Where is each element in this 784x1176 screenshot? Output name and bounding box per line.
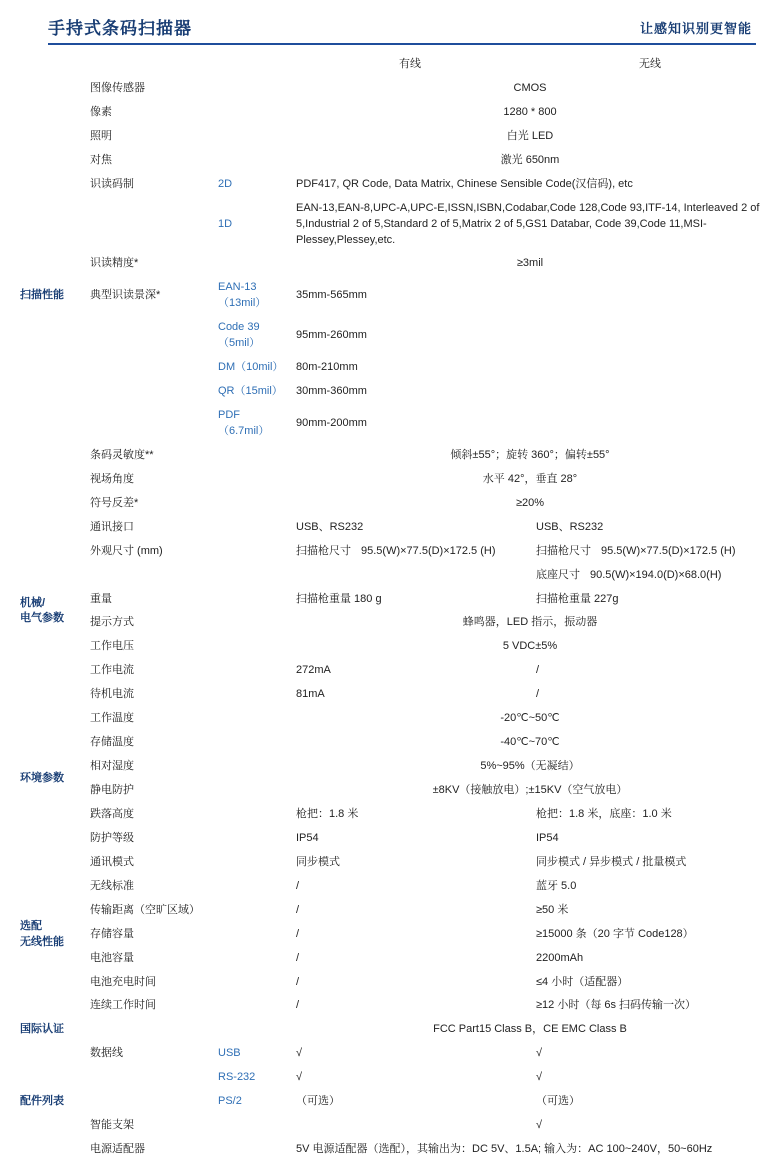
table-row: [14, 492, 770, 516]
row-value-wireless: IP54: [536, 831, 559, 844]
row-value-wireless: √: [536, 1047, 543, 1060]
row-value-wired: /: [296, 903, 300, 916]
row-value-wireless: /: [536, 664, 540, 677]
row-sub-label: USB: [218, 1047, 241, 1060]
section-group-label: 国际认证: [20, 1023, 64, 1036]
row-value-wired: [290, 564, 530, 588]
row-value-shared: 白光 LED: [506, 129, 554, 142]
row-sub-label: [212, 1114, 290, 1138]
row-item-label: 像素: [90, 105, 112, 118]
table-row: [14, 540, 770, 564]
row-value-shared: 5 VDC±5%: [502, 640, 558, 653]
row-item-label: 通讯接口: [90, 520, 134, 533]
row-item-label: 防护等级: [90, 831, 134, 844]
row-sub-label: QR（15mil）: [218, 385, 283, 398]
row-value-wired: /: [296, 951, 300, 964]
table-row: [14, 173, 770, 197]
page-header: [14, 14, 770, 45]
table-row: [14, 923, 770, 947]
row-value-shared: -20℃~50℃: [500, 712, 560, 725]
row-value-wireless: ≥50 米: [536, 903, 569, 916]
row-value-shared: 倾斜±55°；旋转 360°；偏转±55°: [450, 448, 610, 461]
page-tagline: 让感知识别更智能: [639, 21, 752, 36]
table-row: [14, 149, 770, 173]
row-value-wired: /: [296, 999, 300, 1012]
row-sub-label: PDF（6.7mil）: [218, 409, 270, 437]
row-item-label: 识读码制: [90, 177, 134, 190]
row-sub-label: [212, 947, 290, 971]
row-sub-label: 1D: [218, 217, 233, 230]
row-value-shared: 95mm-260mm: [296, 329, 367, 342]
row-value-wireless: ≥15000 条（20 字节 Code128）: [536, 927, 694, 940]
row-sub-label: [212, 444, 290, 468]
row-value-wired: USB、RS232: [296, 520, 364, 533]
row-sub-label: [212, 125, 290, 149]
table-row: [14, 779, 770, 803]
row-value-wired: √: [296, 1071, 303, 1084]
table-bottom-rule: [14, 1162, 770, 1170]
table-row: [14, 1090, 770, 1114]
section-group-label: 扫描性能: [20, 289, 64, 302]
row-item-label: 相对湿度: [90, 760, 134, 773]
table-row: [14, 564, 770, 588]
row-item-label: 无线标准: [90, 879, 134, 892]
row-item-label: 待机电流: [90, 688, 134, 701]
row-sub-label: [212, 516, 290, 540]
row-sub-label: [212, 588, 290, 612]
row-item-label: 典型识读景深*: [90, 289, 161, 302]
row-value-wired: [290, 1114, 530, 1138]
table-row: [14, 252, 770, 276]
page-title: 手持式条码扫描器: [48, 19, 192, 38]
row-item-label: 工作电压: [90, 640, 134, 653]
row-item-label: [84, 316, 212, 356]
table-row: [14, 683, 770, 707]
table-row: [14, 755, 770, 779]
row-sub-label: [212, 149, 290, 173]
row-item-label: 视场角度: [90, 472, 134, 485]
table-bottom-cell: [212, 1162, 290, 1170]
table-row: [14, 444, 770, 468]
table-row: [14, 659, 770, 683]
table-row: [14, 1042, 770, 1066]
table-row: [14, 101, 770, 125]
specification-table-body: [14, 53, 770, 1170]
row-value-wired: √: [296, 1047, 303, 1060]
row-value-wireless: （可选）: [536, 1095, 580, 1108]
table-header-row: [14, 53, 770, 77]
row-value-wireless: ≤4 小时（适配器）: [536, 975, 629, 988]
row-item-label: 照明: [90, 129, 112, 142]
table-row: [14, 125, 770, 149]
row-item-label: 连续工作时间: [90, 999, 156, 1012]
table-row: [14, 356, 770, 380]
table-row: [14, 77, 770, 101]
row-item-label: 电池充电时间: [90, 975, 156, 988]
section-group-label: 机械/ 电气参数: [20, 596, 64, 625]
row-item-label: 提示方式: [90, 616, 134, 629]
row-sub-label: [212, 994, 290, 1018]
row-value-shared: 水平 42°，垂直 28°: [482, 472, 578, 485]
row-value-shared: PDF417, QR Code, Data Matrix, Chinese Sensible Code(汉信码), etc: [296, 177, 633, 190]
row-sub-label: [212, 659, 290, 683]
row-value-wireless: 扫描枪重量 227g: [536, 592, 619, 605]
row-sub-label: Code 39（5mil）: [218, 321, 261, 350]
table-row: [14, 851, 770, 875]
row-sub-label: RS-232: [218, 1071, 256, 1084]
section-group-label: 环境参数: [20, 772, 64, 785]
row-item-label: [84, 1090, 212, 1114]
row-sub-label: [212, 252, 290, 276]
row-value-wireless: 底座尺寸 90.5(W)×194.0(D)×68.0(H): [536, 568, 722, 581]
row-item-label: 静电防护: [90, 784, 134, 796]
row-value-shared: 1280 * 800: [503, 105, 557, 118]
row-sub-label: [212, 755, 290, 779]
row-item-label: 通讯模式: [90, 855, 134, 868]
row-value-shared: 80m-210mm: [296, 361, 358, 374]
row-value-shared: 90mm-200mm: [296, 416, 367, 429]
specification-table: [14, 53, 770, 1170]
row-value-wired: /: [296, 927, 300, 940]
row-sub-label: [212, 611, 290, 635]
table-row: [14, 971, 770, 995]
row-item-label: 外观尺寸 (mm): [90, 544, 163, 557]
row-item-label: 识读精度*: [90, 257, 139, 270]
row-item-label: [84, 564, 212, 588]
row-item-label: 传输距离（空旷区域）: [90, 903, 200, 916]
row-value-shared: CMOS: [513, 81, 547, 94]
row-item-label: 电源适配器: [90, 1143, 145, 1156]
table-row: [14, 994, 770, 1018]
row-sub-label: [212, 1018, 290, 1042]
row-item-label: [84, 380, 212, 404]
row-sub-label: [212, 635, 290, 659]
row-sub-label: [212, 492, 290, 516]
row-item-label: [84, 197, 212, 253]
table-row: [14, 611, 770, 635]
row-value-wireless: 枪把：1.8 米，底座：1.0 米: [536, 807, 672, 820]
row-value-wireless: /: [536, 688, 540, 701]
row-value-shared: 激光 650nm: [500, 153, 560, 166]
table-row: [14, 516, 770, 540]
row-value-shared: 蜂鸣器，LED 指示，振动器: [462, 616, 598, 629]
section-group-label: 配件列表: [20, 1095, 64, 1108]
row-item-label: 重量: [90, 592, 112, 605]
row-sub-label: [212, 971, 290, 995]
row-value-shared: 35mm-565mm: [296, 289, 367, 302]
row-value-wireless: 2200mAh: [536, 951, 584, 964]
row-sub-label: EAN-13（13mil）: [218, 281, 267, 310]
row-value-wireless: 同步模式 / 异步模式 / 批量模式: [536, 855, 687, 868]
row-sub-label: [212, 683, 290, 707]
table-row: [14, 635, 770, 659]
table-row: [14, 1018, 770, 1042]
row-sub-label: [212, 564, 290, 588]
row-sub-label: [212, 540, 290, 564]
row-value-wireless: √: [536, 1119, 543, 1132]
table-row: [14, 380, 770, 404]
row-value-wired: （可选）: [296, 1095, 340, 1108]
table-row: [14, 1114, 770, 1138]
row-item-label: 存储温度: [90, 736, 134, 749]
row-sub-label: [212, 707, 290, 731]
table-row: [14, 316, 770, 356]
row-value-wired: /: [296, 879, 300, 892]
table-bottom-cell: [290, 1162, 530, 1170]
row-sub-label: [212, 875, 290, 899]
row-value-wired: 枪把：1.8 米: [296, 807, 359, 820]
row-item-label: [84, 404, 212, 444]
row-item-label: 跌落高度: [90, 807, 134, 820]
row-item-label: [84, 1066, 212, 1090]
row-value-wired: 272mA: [296, 664, 331, 677]
row-value-shared: ≥3mil: [516, 257, 544, 270]
row-value-shared: FCC Part15 Class B，CE EMC Class B: [433, 1023, 627, 1036]
row-item-label: 智能支架: [90, 1119, 134, 1132]
table-row: [14, 197, 770, 253]
row-sub-label: [212, 101, 290, 125]
table-row: [14, 875, 770, 899]
row-item-label: 存储容量: [90, 927, 134, 940]
row-value-shared: ±8KV（接触放电）;±15KV（空气放电）: [432, 784, 628, 796]
table-row: [14, 276, 770, 316]
row-sub-label: PS/2: [218, 1095, 242, 1108]
row-value-wired: 同步模式: [296, 855, 340, 868]
row-sub-label: [212, 77, 290, 101]
table-bottom-cell: [14, 1162, 84, 1170]
row-sub-label: [212, 827, 290, 851]
row-value-shared: 5%~95%（无凝结）: [480, 760, 580, 773]
row-value-shared: 30mm-360mm: [296, 385, 367, 398]
table-row: [14, 899, 770, 923]
row-item-label: 数据线: [90, 1047, 123, 1060]
row-value-wired: 81mA: [296, 688, 325, 701]
column-header-wired: 有线: [399, 58, 421, 70]
row-sub-label: [212, 1138, 290, 1162]
header-blank-group: [14, 53, 84, 77]
row-value-shared: ≥20%: [515, 496, 545, 509]
row-sub-label: [212, 851, 290, 875]
row-item-label: [84, 356, 212, 380]
table-row: [14, 731, 770, 755]
row-value-wireless: 蓝牙 5.0: [536, 879, 577, 892]
row-value-shared: EAN-13,EAN-8,UPC-A,UPC-E,ISSN,ISBN,Codabar,Code 128,Code 93,ITF-14, Interleaved 2 of 5,Industrial 2 of 5,Standard 2 of 5,Matrix 2 of 5,GS1 Databar, Code 39,Code 11,MSI-Plessey,Plessey,etc.: [296, 201, 760, 246]
row-sub-label: DM（10mil）: [218, 361, 284, 374]
column-header-wireless: 无线: [639, 58, 661, 70]
table-bottom-cell: [84, 1162, 212, 1170]
section-group-label: 选配 无线性能: [20, 919, 64, 948]
table-row: [14, 468, 770, 492]
row-value-wired: IP54: [296, 831, 319, 844]
row-value-wireless: ≥12 小时（每 6s 扫码传输一次）: [536, 999, 697, 1012]
row-value-shared: 5V 电源适配器（选配），其输出为：DC 5V、1.5A; 输入为：AC 100~240V，50~60Hz: [296, 1143, 713, 1156]
table-bottom-cell: [530, 1162, 770, 1170]
row-sub-label: [212, 731, 290, 755]
table-row: [14, 827, 770, 851]
row-item-label: 电池容量: [90, 951, 134, 964]
row-item-label: 条码灵敏度**: [90, 448, 154, 461]
table-row: [14, 1138, 770, 1162]
table-row: [14, 707, 770, 731]
row-item-label: 工作温度: [90, 712, 134, 725]
row-sub-label: [212, 803, 290, 827]
table-row: [14, 947, 770, 971]
row-value-wireless: 扫描枪尺寸 95.5(W)×77.5(D)×172.5 (H): [536, 544, 736, 557]
table-row: [14, 588, 770, 612]
header-blank-item: [84, 53, 212, 77]
row-sub-label: 2D: [218, 177, 233, 190]
row-sub-label: [212, 468, 290, 492]
row-item-label: 工作电流: [90, 664, 134, 677]
row-value-wireless: USB、RS232: [536, 520, 604, 533]
row-sub-label: [212, 899, 290, 923]
row-item-label: 对焦: [90, 153, 112, 166]
row-value-wireless: √: [536, 1071, 543, 1084]
row-item-label: 符号反差*: [90, 496, 139, 509]
row-value-wired: /: [296, 975, 300, 988]
row-sub-label: [212, 779, 290, 803]
row-item-label: 图像传感器: [90, 81, 145, 94]
table-row: [14, 803, 770, 827]
row-sub-label: [212, 923, 290, 947]
row-value-wired: 扫描枪尺寸 95.5(W)×77.5(D)×172.5 (H): [296, 544, 496, 557]
row-item-label: [84, 1018, 212, 1042]
table-row: [14, 404, 770, 444]
row-value-shared: -40℃~70℃: [500, 736, 560, 749]
table-row: [14, 1066, 770, 1090]
header-blank-sub: [212, 53, 290, 77]
row-value-wired: 扫描枪重量 180 g: [296, 592, 382, 605]
